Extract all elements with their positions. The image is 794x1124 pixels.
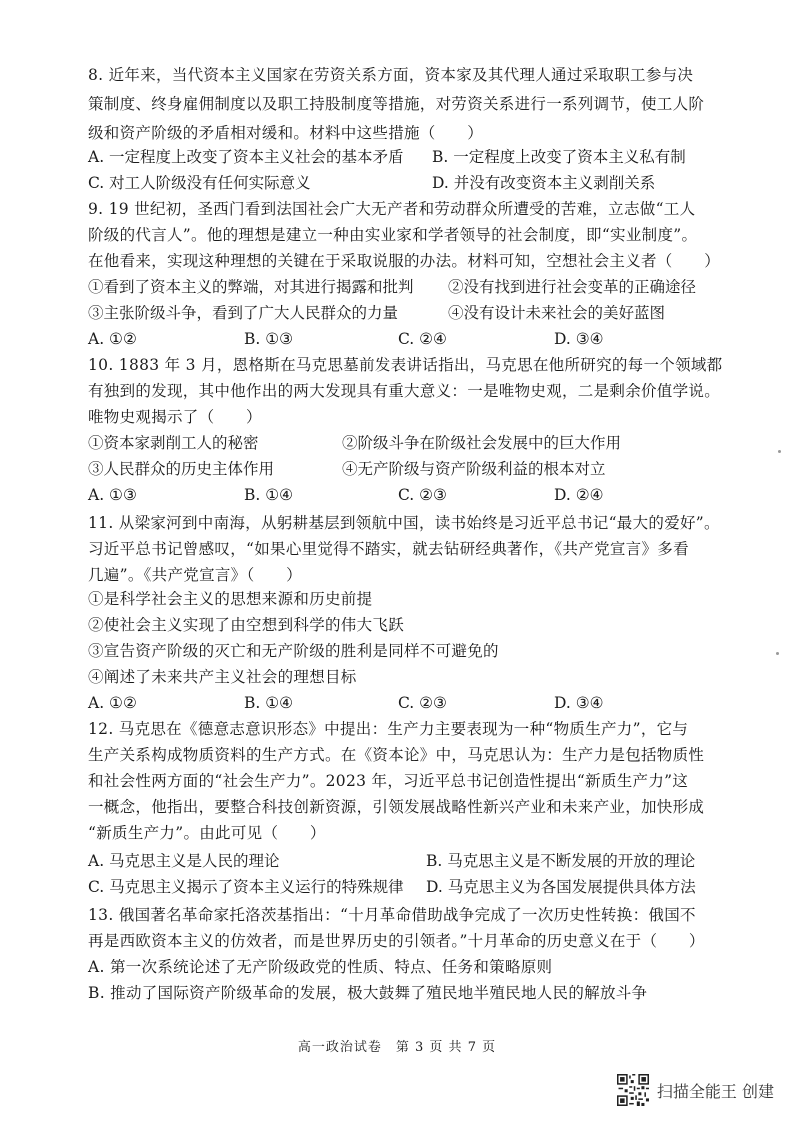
q9-item-1: ①看到了资本主义的弊端，对其进行揭露和批判 <box>88 278 414 296</box>
q10-stem-line-2: 有独到的发现，其中他作出的两大发现具有重大意义：一是唯物史观，二是剩余价值学说。 <box>88 382 721 400</box>
q9-stem-line-2: 阶级的代言人”。他的理想是建立一种由实业家和学者领导的社会制度，即“实业制度”。 <box>88 226 698 244</box>
q9-option-d: D. ③④ <box>554 330 604 348</box>
q11-stem-line-2: 习近平总书记曾感叹，“如果心里觉得不踏实，就去钻研经典著作，《共产党宣言》多看 <box>88 540 689 558</box>
scan-speck <box>778 450 781 453</box>
q9-item-4: ④没有设计未来社会的美好蓝图 <box>448 304 666 322</box>
q8-option-b: B. 一定程度上改变了资本主义私有制 <box>432 148 686 166</box>
q8-option-c: C. 对工人阶级没有任何实际意义 <box>88 174 311 192</box>
q13-stem-line-1: 13. 俄国著名革命家托洛茨基指出：“十月革命借助战争完成了一次历史性转换：俄国不 <box>88 906 696 924</box>
q11-option-a: A. ①② <box>88 694 137 712</box>
q11-option-b: B. ①④ <box>244 694 294 712</box>
q13-stem-line-2: 再是西欧资本主义的仿效者，而是世界历史的引领者。”十月革命的历史意义在于（ ） <box>88 932 705 950</box>
q10-option-d: D. ②④ <box>554 486 604 504</box>
q12-stem-line-3: 和社会性两方面的“社会生产力”。2023 年，习近平总书记创造性提出“新质生产力”这 <box>88 772 689 790</box>
q8-option-a: A. 一定程度上改变了资本主义社会的基本矛盾 <box>88 148 404 166</box>
q11-option-d: D. ③④ <box>554 694 604 712</box>
q8-stem-line-1: 8. 近年来，当代资本主义国家在劳资关系方面，资本家及其代理人通过采取职工参与决 <box>88 66 694 84</box>
q9-option-a: A. ①② <box>88 330 137 348</box>
q11-item-4: ④阐述了未来共产主义社会的理想目标 <box>88 668 357 686</box>
q9-stem-line-1: 9. 19 世纪初，圣西门看到法国社会广大无产者和劳动群众所遭受的苦难，立志做“工人 <box>88 200 696 218</box>
q13-option-a: A. 第一次系统论述了无产阶级政党的性质、特点、任务和策略原则 <box>88 958 553 976</box>
scanner-brand-text: 扫描全能王 创建 <box>656 1081 774 1101</box>
scanner-watermark <box>617 1074 774 1106</box>
q12-option-d: D. 马克思主义为各国发展提供具体方法 <box>426 878 696 896</box>
q11-stem-line-3: 几遍”。《共产党宣言》（ ） <box>88 566 302 584</box>
q9-item-2: ②没有找到进行社会变革的正确途径 <box>448 278 697 296</box>
q13-option-b: B. 推动了国际资产阶级革命的发展，极大鼓舞了殖民地半殖民地人民的解放斗争 <box>88 984 648 1002</box>
q12-option-c: C. 马克思主义揭示了资本主义运行的特殊规律 <box>88 878 404 896</box>
q8-stem-line-3: 级和资产阶级的矛盾相对缓和。材料中这些措施（ ） <box>88 124 484 142</box>
q10-item-2: ②阶级斗争在阶级社会发展中的巨大作用 <box>342 434 622 452</box>
q10-option-b: B. ①④ <box>244 486 294 504</box>
q12-stem-line-5: “新质生产力”。由此可见（ ） <box>88 824 326 842</box>
q10-option-c: C. ②③ <box>398 486 447 504</box>
q8-stem-line-2: 策制度、终身雇佣制度以及职工持股制度等措施，对劳资关系进行一系列调节，使工人阶 <box>88 95 705 113</box>
q11-item-1: ①是科学社会主义的思想来源和历史前提 <box>88 590 373 608</box>
q12-stem-line-1: 12. 马克思在《德意志意识形态》中提出：生产力主要表现为一种“物质生产力”，它与 <box>88 720 689 738</box>
q11-item-2: ②使社会主义实现了由空想到科学的伟大飞跃 <box>88 616 405 634</box>
q11-stem-line-1: 11. 从梁家河到中南海，从躬耕基层到领航中国，读书始终是习近平总书记“最大的爱好”。 <box>88 514 720 532</box>
q12-stem-line-2: 生产关系构成物质资料的生产方式。在《资本论》中，马克思认为：生产力是包括物质性 <box>88 746 705 764</box>
scan-speck <box>776 652 779 655</box>
q11-item-3: ③宣告资产阶级的灭亡和无产阶级的胜利是同样不可避免的 <box>88 642 499 660</box>
q12-stem-line-4: 一概念，他指出，要整合科技创新资源，引领发展战略性新兴产业和未来产业，加快形成 <box>88 798 705 816</box>
q11-option-c: C. ②③ <box>398 694 447 712</box>
q9-stem-line-3: 在他看来，实现这种理想的关键在于采取说服的办法。材料可知，空想社会主义者（ ） <box>88 252 721 270</box>
q10-item-1: ①资本家剥削工人的秘密 <box>88 434 259 452</box>
q9-option-c: C. ②④ <box>398 330 447 348</box>
q10-item-3: ③人民群众的历史主体作用 <box>88 460 275 478</box>
q9-option-b: B. ①③ <box>244 330 294 348</box>
q10-option-a: A. ①③ <box>88 486 137 504</box>
q10-stem-line-3: 唯物史观揭示了（ ） <box>88 408 262 426</box>
q8-option-d: D. 并没有改变资本主义剥削关系 <box>432 174 656 192</box>
q10-stem-line-1: 10. 1883 年 3 月，恩格斯在马克思墓前发表讲话指出，马克思在他所研究的每一个领域都 <box>88 356 723 374</box>
page-footer: 高一政治试卷 第 3 页 共 7 页 <box>297 1040 497 1055</box>
q9-item-3: ③主张阶级斗争，看到了广大人民群众的力量 <box>88 304 399 322</box>
q10-item-4: ④无产阶级与资产阶级利益的根本对立 <box>342 460 606 478</box>
q12-option-a: A. 马克思主义是人民的理论 <box>88 852 280 870</box>
qr-code-icon <box>617 1074 649 1106</box>
q12-option-b: B. 马克思主义是不断发展的开放的理论 <box>426 852 696 870</box>
